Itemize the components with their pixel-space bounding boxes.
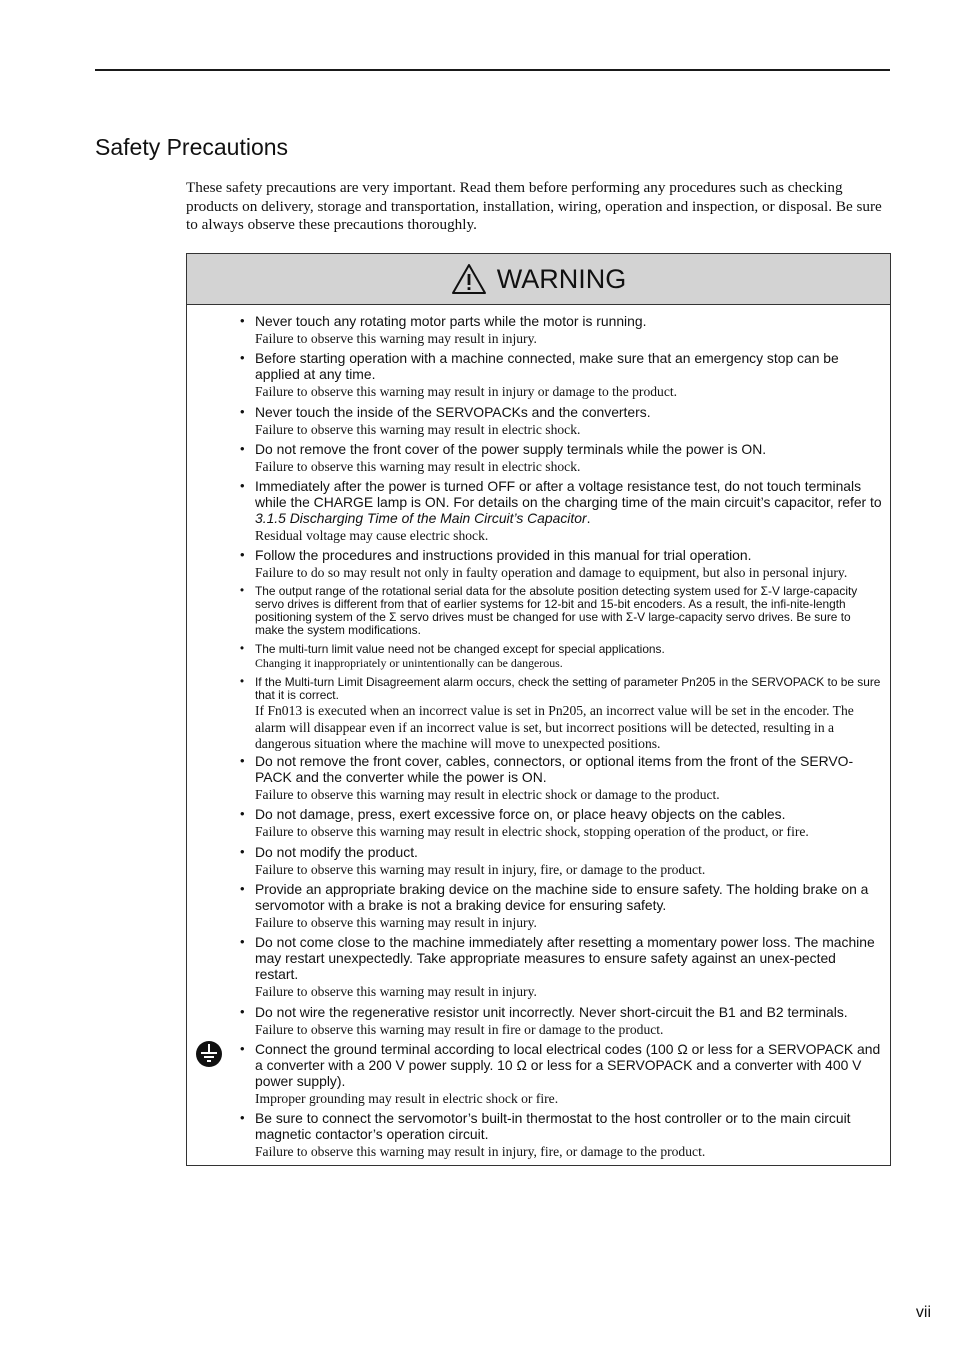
list-item <box>255 478 882 544</box>
warning-header <box>187 254 890 305</box>
warning-text: • Never touch any rotating motor parts while the motor is running. <box>255 313 647 329</box>
warning-consequence: Failure to observe this warning may result in injury. <box>255 331 537 346</box>
warning-text: • The output range of the rotational serial data for the absolute position detecting system used for Σ-V large-capacity servo drives is different from that of earlier systems for 12-bit and 15-bit encoders. As a result, the infi-nite-length positioning system of the Σ servo drives must be changed for use with Σ-V large-capacity servo drives. Be sure to make the system modifications. <box>255 583 858 638</box>
warning-text: • If the Multi-turn Limit Disagreement alarm occurs, check the setting of parameter Pn205 in the SERVOPACK to be sure that it is correct. <box>255 674 881 702</box>
page-title: Safety Precautions <box>95 134 289 160</box>
warning-text-end: . <box>586 510 591 527</box>
warning-text: • Do not remove the front cover of the power supply terminals while the power is ON. <box>255 440 767 457</box>
list-item <box>255 585 882 638</box>
warning-consequence: Residual voltage may cause electric shock. <box>255 528 489 544</box>
warning-consequence: Improper grounding may result in electric shock or fire. <box>255 1090 559 1106</box>
list-item <box>255 313 882 347</box>
warning-consequence: Changing it inappropriately or unintentionally can be dangerous. <box>255 655 563 670</box>
list-item <box>255 934 882 1000</box>
warning-text: • Connect the ground terminal according to local electrical codes (100 Ω or less for a SERVOPACK and a converter with a 200 V power supply. 10 Ω or less for a SERVOPACK and a converter with 400 V power supply). <box>255 1040 881 1089</box>
warning-consequence: Failure to observe this warning may result in injury or damage to the product. <box>255 384 678 400</box>
list-item <box>255 676 882 752</box>
list-item <box>255 1004 882 1038</box>
warning-consequence: Failure to observe this warning may result in injury, fire, or damage to the product. <box>255 861 706 877</box>
warning-consequence: Failure to observe this warning may result in electric shock. <box>255 421 581 437</box>
list-item <box>255 350 882 400</box>
warning-consequence: If Fn013 is executed when an incorrect value is set in Pn205, an incorrect value will be set in the encoder. The alarm will disappear even if an incorrect value is set, but incorrect positions will be detected, resulting in a dangerous situation where the machine will move to unexpected positions. <box>255 703 854 751</box>
warning-text: • The multi-turn limit value need not be changed except for special applications. <box>255 641 665 656</box>
warning-consequence: Failure to observe this warning may result in fire or damage to the product. <box>255 1021 664 1037</box>
warning-text: • Be sure to connect the servomotor’s built-in thermostat to the host controller or to the main circuit magnetic contactor’s operation circuit. <box>255 1110 851 1143</box>
section-reference: 3.1.5 Discharging Time of the Main Circuit’s Capacitor <box>255 510 587 527</box>
warning-list <box>187 305 890 1160</box>
list-item <box>255 753 882 803</box>
warning-consequence: Failure to observe this warning may result in electric shock. <box>255 458 581 474</box>
warning-consequence: Failure to observe this warning may result in injury, fire, or damage to the product. <box>255 1144 706 1160</box>
warning-text: • Provide an appropriate braking device on the machine side to ensure safety. The holding brake on a servomotor with a brake is not a braking device for ensuring safety. <box>255 880 869 913</box>
warning-text: • Do not remove the front cover, cables, connectors, or optional items from the front of the SERVO-PACK and the converter while the power is ON. <box>255 753 854 786</box>
list-item <box>255 806 882 840</box>
warning-text-body: Immediately after the power is turned OFF or after a voltage resistance test, do not touch terminals while the CHARGE lamp is ON. For details on the charging time of the main circuit’s capacitor, refer to <box>255 478 882 511</box>
warning-triangle-icon <box>451 263 487 295</box>
list-item <box>255 547 882 581</box>
warning-consequence: Failure to do so may result not only in faulty operation and damage to equipment, but also in personal injury. <box>255 565 848 581</box>
ground-symbol-icon <box>195 1040 223 1068</box>
warning-text: • Do not damage, press, exert excessive force on, or place heavy objects on the cables. <box>255 806 786 823</box>
list-item <box>255 881 882 931</box>
warning-text: • Before starting operation with a machine connected, make sure that an emergency stop can be applied at any time. <box>255 350 839 383</box>
warning-text: • Follow the procedures and instructions provided in this manual for trial operation. <box>255 547 752 564</box>
warning-text: • Never touch the inside of the SERVOPACKs and the converters. <box>255 403 651 420</box>
list-item <box>255 441 882 475</box>
warning-text <box>255 478 882 526</box>
list-item <box>255 643 882 670</box>
warning-box <box>186 253 891 1166</box>
list-item <box>255 844 882 878</box>
list-item <box>255 404 882 438</box>
warning-consequence: Failure to observe this warning may result in electric shock or damage to the product. <box>255 787 720 803</box>
warning-text: • Do not come close to the machine immediately after resetting a momentary power loss. The machine may restart unexpectedly. Take appropriate measures to ensure safety against an unex-pected restart. <box>255 934 875 983</box>
page-number: vii <box>915 1304 931 1321</box>
list-item <box>255 1041 882 1107</box>
top-rule <box>95 69 890 71</box>
warning-consequence: Failure to observe this warning may result in injury. <box>255 914 537 930</box>
warning-text: • Do not modify the product. <box>255 843 418 860</box>
warning-consequence: Failure to observe this warning may result in injury. <box>255 984 537 1000</box>
warning-text: • Do not wire the regenerative resistor unit incorrectly. Never short-circuit the B1 and B2 terminals. <box>255 1003 848 1020</box>
warning-consequence: Failure to observe this warning may result in electric shock, stopping operation of the product, or fire. <box>255 824 809 840</box>
warning-title: WARNING <box>496 264 627 294</box>
intro-paragraph: These safety precautions are very important. Read them before performing any procedures such as checking products on delivery, storage and transportation, installation, wiring, operation and inspection, or disposal. Be sure to always observe these precautions thoroughly. <box>186 179 882 233</box>
list-item <box>255 1110 882 1160</box>
